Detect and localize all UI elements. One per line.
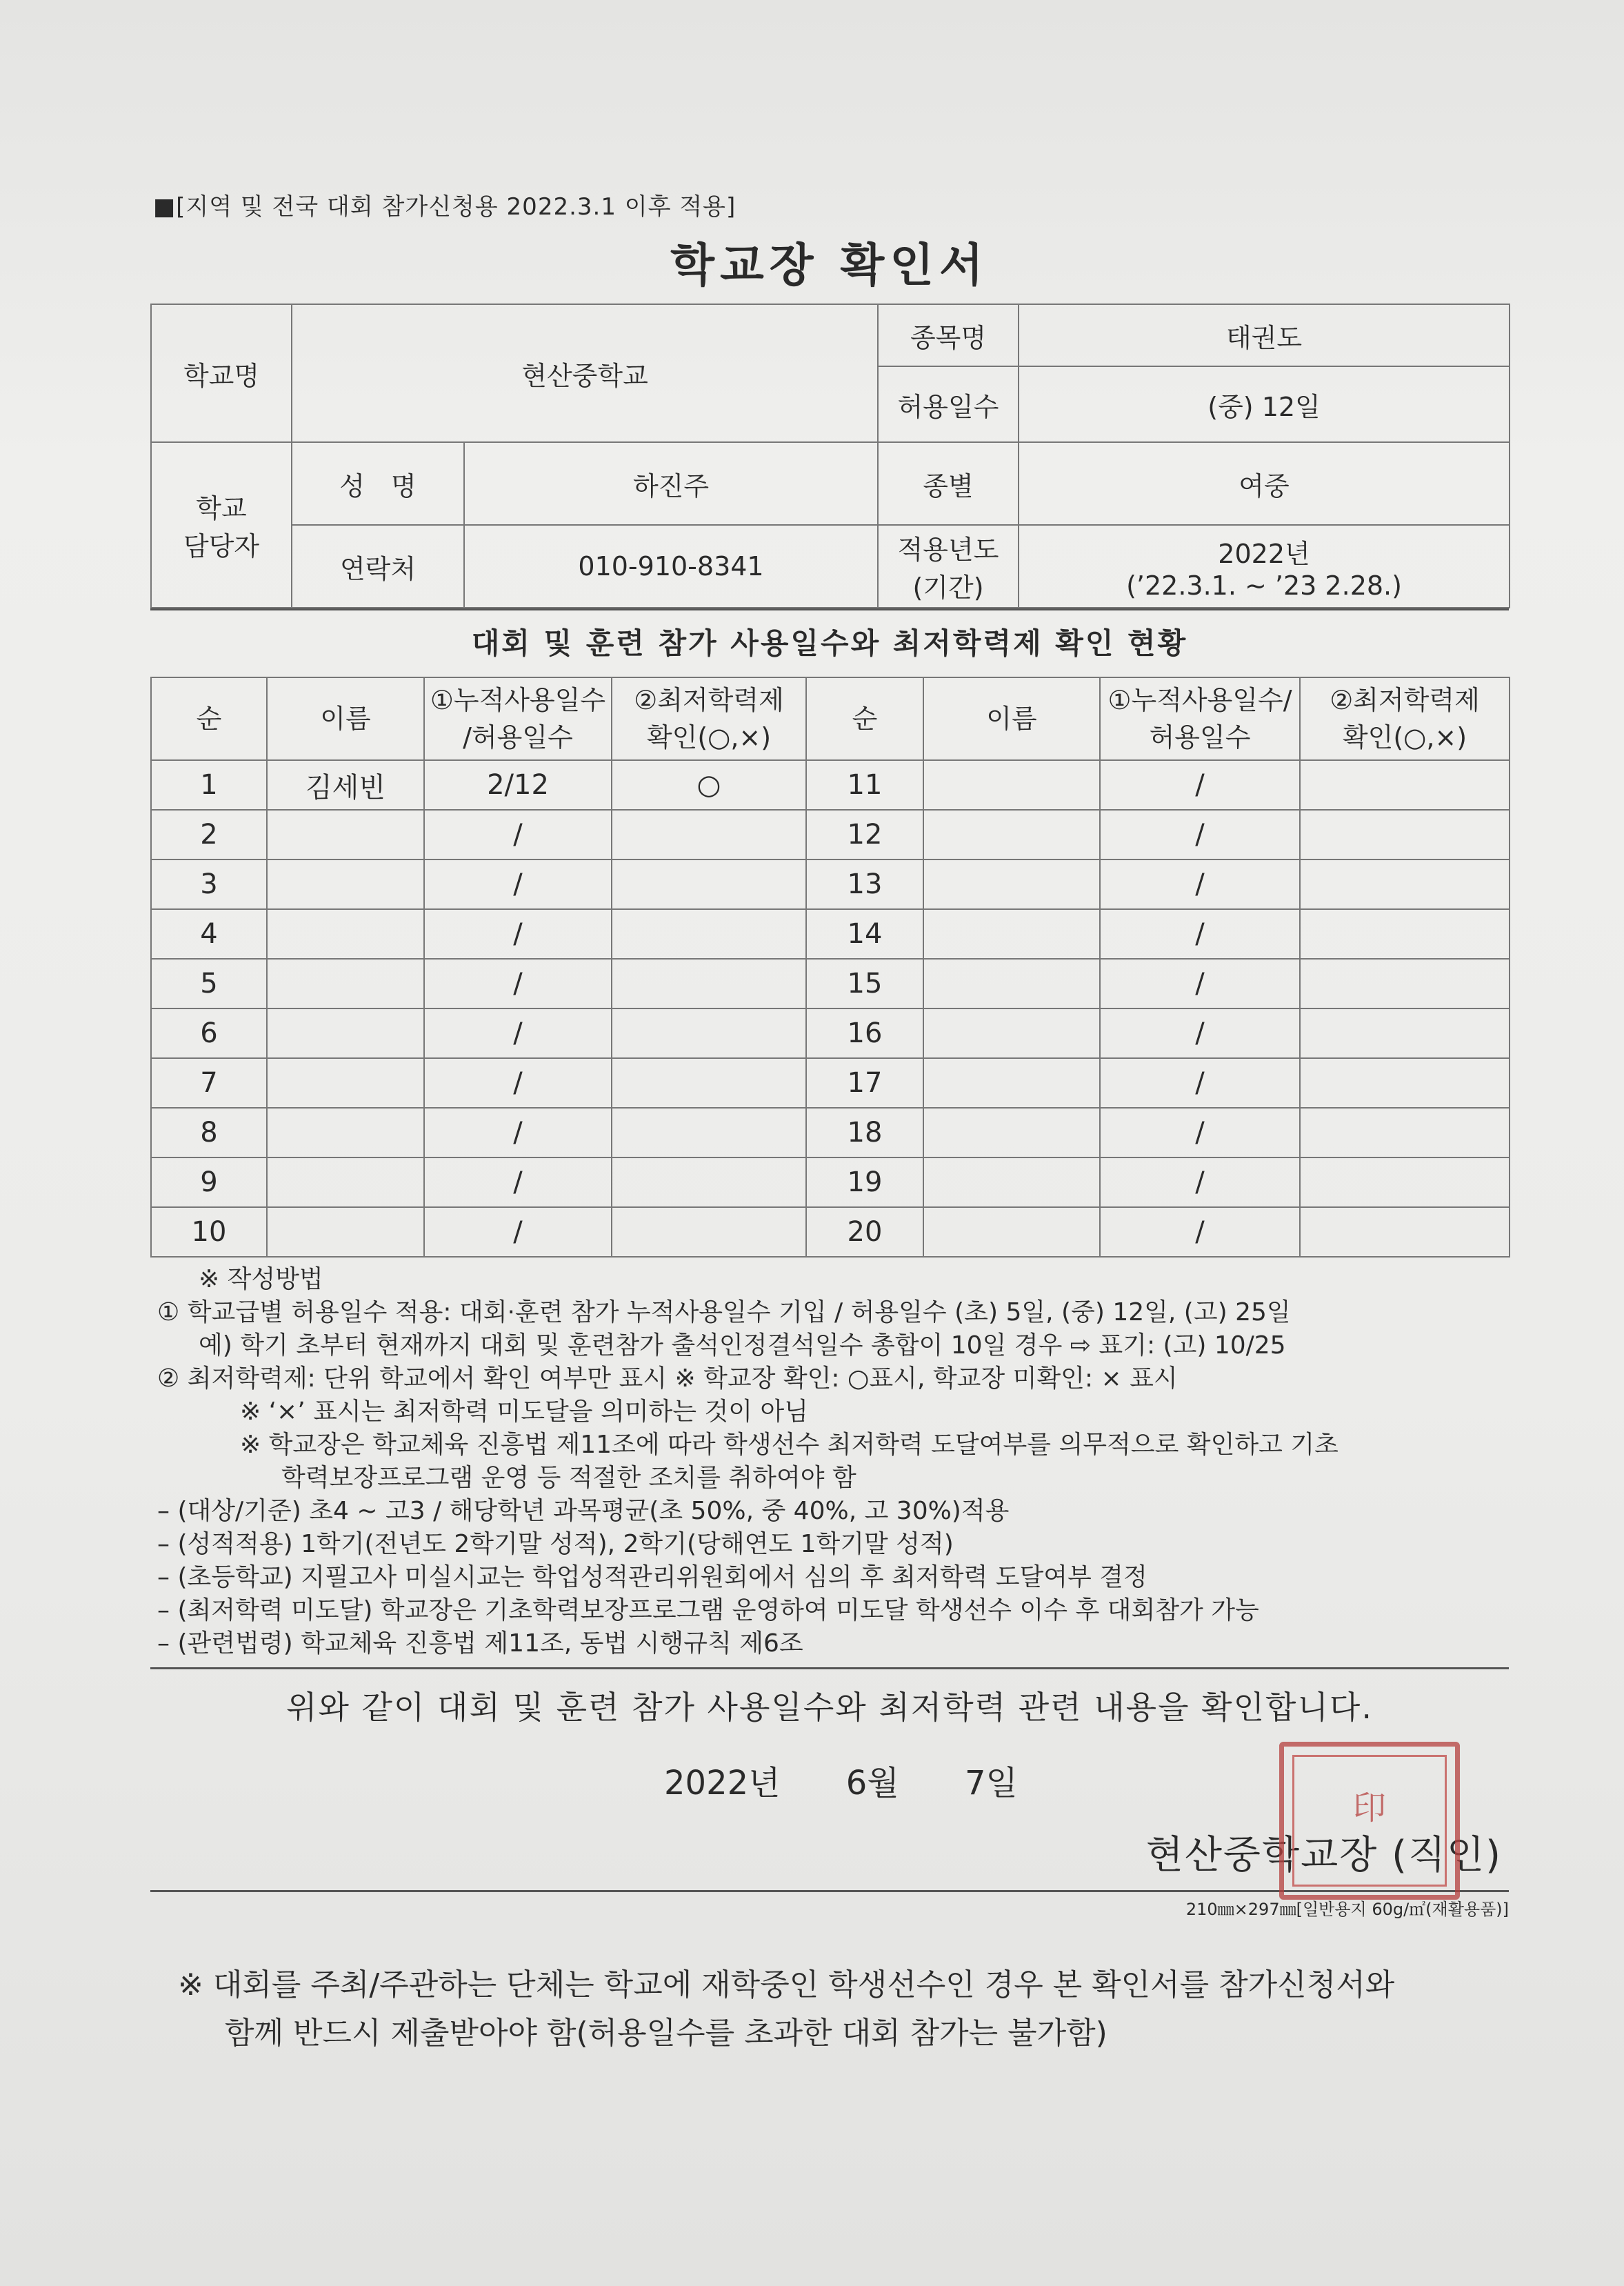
header-name-right: 이름 <box>923 677 1100 760</box>
row-days: / <box>424 810 612 859</box>
header-days-right-line2: 허용일수 <box>1149 722 1251 753</box>
header-check-line2: 확인(○,×) <box>646 722 772 753</box>
footer-line1: ※ 대회를 주최/주관하는 단체는 학교에 재학중인 학생선수인 경우 본 확인서를 참가신청서와 <box>178 1967 1395 2002</box>
date-year: 2022년 <box>664 1764 781 1802</box>
note-line: 학력보장프로그램 운영 등 적절한 조치를 취하여야 함 <box>281 1464 856 1492</box>
row-days: / <box>424 1008 612 1058</box>
row-days: / <box>424 859 612 909</box>
row-no: 4 <box>151 909 267 959</box>
row-name <box>267 1207 424 1257</box>
row-check <box>612 810 806 859</box>
row-check-right <box>1300 810 1510 859</box>
row-days-right: / <box>1100 1157 1300 1207</box>
row-days-right: / <box>1100 859 1300 909</box>
row-days-right: / <box>1100 1008 1300 1058</box>
note-line: – (최저학력 미도달) 학교장은 기초학력보장프로그램 운영하여 미도달 학생선수 이수 후 대회참가 가능 <box>157 1596 1259 1624</box>
table-row <box>151 1108 1510 1157</box>
date-day: 7일 <box>964 1764 1018 1802</box>
header-name: 이름 <box>267 677 424 760</box>
row-check-right <box>1300 1058 1510 1108</box>
name-value: 하진주 <box>464 442 878 525</box>
row-days: / <box>424 1207 612 1257</box>
note-line: – (초등학교) 지필고사 미실시교는 학업성적관리위원회에서 심의 후 최저학력 도달여부 결정 <box>157 1563 1147 1591</box>
allowed-days-value: (중) 12일 <box>1019 366 1510 442</box>
row-no: 8 <box>151 1108 267 1157</box>
row-no: 5 <box>151 959 267 1008</box>
table-row <box>151 1058 1510 1108</box>
category-value: 여중 <box>1019 442 1510 525</box>
page-title: 학교장 확인서 <box>670 239 989 292</box>
confirm-statement: 위와 같이 대회 및 훈련 참가 사용일수와 최저학력 관련 내용을 확인합니다. <box>150 1667 1509 1745</box>
row-days-right: / <box>1100 959 1300 1008</box>
table-row <box>151 859 1510 909</box>
row-name-right <box>923 1207 1100 1257</box>
row-name-right <box>923 859 1100 909</box>
row-no: 9 <box>151 1157 267 1207</box>
school-name: 현산중학교 <box>292 304 878 442</box>
usage-table-header <box>151 677 1510 760</box>
header-check-line1: ②최저학력제 <box>634 685 784 715</box>
note-line: ② 최저학력제: 단위 학교에서 확인 여부만 표시 ※ 학교장 확인: ○표시, 학교장 미확인: × 표시 <box>157 1364 1178 1393</box>
signer: 현산중학교장 (직인) <box>1145 1833 1502 1878</box>
table-row <box>151 810 1510 859</box>
row-check <box>612 1207 806 1257</box>
row-name <box>267 859 424 909</box>
row-days-right: / <box>1100 909 1300 959</box>
row-no: 7 <box>151 1058 267 1108</box>
note-line: ※ ‘×’ 표시는 최저학력 미도달을 의미하는 것이 아님 <box>240 1398 809 1426</box>
row-name <box>267 959 424 1008</box>
note-line: – (대상/기준) 초4 ~ 고3 / 해당학년 과목평균(초 50%, 중 40%, 고 30%)적용 <box>157 1497 1010 1525</box>
header-check-right-line2: 확인(○,×) <box>1342 722 1467 753</box>
row-no-right: 19 <box>806 1157 923 1207</box>
row-check <box>612 1008 806 1058</box>
row-no-right: 18 <box>806 1108 923 1157</box>
row-no-right: 11 <box>806 760 923 810</box>
table-row <box>151 760 1510 810</box>
table-row <box>151 1157 1510 1207</box>
year-label <box>878 525 1019 608</box>
notes <box>150 1263 1509 1660</box>
row-check <box>612 959 806 1008</box>
row-no-right: 17 <box>806 1058 923 1108</box>
note-line: – (관련법령) 학교체육 진흥법 제11조, 동법 시행규칙 제6조 <box>157 1629 803 1658</box>
year-label-line1: 적용년도 <box>897 535 999 565</box>
usage-table <box>150 677 1510 1258</box>
header-days-line1: ①누적사용일수 <box>430 685 606 715</box>
seal-glyph: 印 <box>1352 1789 1386 1827</box>
row-name-right <box>923 1157 1100 1207</box>
table-row <box>151 959 1510 1008</box>
manager-label <box>151 442 292 608</box>
row-check <box>612 1157 806 1207</box>
footer-line2: 함께 반드시 제출받아야 함(허용일수를 초과한 대회 참가는 불가함) <box>225 2016 1107 2051</box>
row-name <box>267 1157 424 1207</box>
row-no-right: 20 <box>806 1207 923 1257</box>
header-note: ■[지역 및 전국 대회 참가신청용 2022.3.1 이후 적용] <box>153 193 736 221</box>
row-no-right: 13 <box>806 859 923 909</box>
row-days-right: / <box>1100 810 1300 859</box>
row-name-right <box>923 810 1100 859</box>
header-check-right <box>1300 677 1510 760</box>
row-no-right: 15 <box>806 959 923 1008</box>
table-row <box>151 1008 1510 1058</box>
row-check-right <box>1300 959 1510 1008</box>
row-check <box>612 1108 806 1157</box>
row-check <box>612 909 806 959</box>
row-days-right: / <box>1100 1058 1300 1108</box>
row-check-right <box>1300 1008 1510 1058</box>
row-no: 6 <box>151 1008 267 1058</box>
header-days <box>424 677 612 760</box>
row-days: / <box>424 1058 612 1108</box>
row-no: 1 <box>151 760 267 810</box>
allowed-days-label: 허용일수 <box>878 366 1019 442</box>
row-days: / <box>424 1157 612 1207</box>
row-check-right <box>1300 1108 1510 1157</box>
row-days: / <box>424 909 612 959</box>
row-days-right: / <box>1100 1108 1300 1157</box>
table-row <box>151 909 1510 959</box>
contact-label: 연락처 <box>292 525 464 608</box>
row-name-right <box>923 1058 1100 1108</box>
paper-size: 210㎜×297㎜[일반용지 60g/㎡(재활용품)] <box>150 1890 1509 1934</box>
note-line: ① 학교급별 허용일수 적용: 대회·훈련 참가 누적사용일수 기입 / 허용일수 (초) 5일, (중) 12일, (고) 25일 <box>157 1298 1291 1326</box>
row-no: 10 <box>151 1207 267 1257</box>
year-value-line1: 2022년 <box>1218 538 1310 569</box>
note-line: 예) 학기 초부터 현재까지 대회 및 훈련참가 출석인정결석일수 총합이 10일 경우 ⇨ 표기: (고) 10/25 <box>199 1331 1286 1360</box>
header-days-line2: /허용일수 <box>463 722 573 753</box>
row-name: 김세빈 <box>267 760 424 810</box>
event-label: 종목명 <box>878 304 1019 366</box>
row-name <box>267 1108 424 1157</box>
contact-value: 010-910-8341 <box>464 525 878 608</box>
row-name <box>267 1058 424 1108</box>
official-seal <box>1279 1742 1460 1900</box>
section-title: 대회 및 훈련 참가 사용일수와 최저학력제 확인 현황 <box>150 608 1509 677</box>
header-check-right-line1: ②최저학력제 <box>1330 685 1480 715</box>
row-check-right <box>1300 859 1510 909</box>
header-days-right-line1: ①누적사용일수/ <box>1107 685 1292 715</box>
row-days: 2/12 <box>424 760 612 810</box>
row-name <box>267 810 424 859</box>
row-no: 2 <box>151 810 267 859</box>
row-check-right <box>1300 760 1510 810</box>
row-check <box>612 859 806 909</box>
row-name-right <box>923 760 1100 810</box>
header-days-right <box>1100 677 1300 760</box>
row-name-right <box>923 1108 1100 1157</box>
table-row <box>151 1207 1510 1257</box>
row-name <box>267 909 424 959</box>
row-days-right: / <box>1100 760 1300 810</box>
row-no-right: 12 <box>806 810 923 859</box>
row-name-right <box>923 959 1100 1008</box>
row-check <box>612 1058 806 1108</box>
header-no-right: 순 <box>806 677 923 760</box>
row-name-right <box>923 1008 1100 1058</box>
row-name-right <box>923 909 1100 959</box>
header-no: 순 <box>151 677 267 760</box>
row-check-right <box>1300 909 1510 959</box>
row-check-right <box>1300 1207 1510 1257</box>
year-value-line2: (’22.3.1. ~ ’23 2.28.) <box>1126 570 1402 601</box>
date-month: 6월 <box>845 1764 899 1802</box>
header-check <box>612 677 806 760</box>
category-label: 종별 <box>878 442 1019 525</box>
year-value <box>1019 525 1510 608</box>
name-label: 성 명 <box>292 442 464 525</box>
note-line: ※ 작성방법 <box>199 1265 323 1293</box>
row-days: / <box>424 1108 612 1157</box>
row-days: / <box>424 959 612 1008</box>
row-no-right: 14 <box>806 909 923 959</box>
school-label: 학교명 <box>151 304 292 442</box>
row-name <box>267 1008 424 1058</box>
row-no-right: 16 <box>806 1008 923 1058</box>
row-no: 3 <box>151 859 267 909</box>
footer-note <box>150 1961 1509 2058</box>
event-value: 태권도 <box>1019 304 1510 366</box>
year-label-line2: (기간) <box>912 573 984 603</box>
row-check-right <box>1300 1157 1510 1207</box>
info-table <box>150 304 1510 608</box>
note-line: ※ 학교장은 학교체육 진흥법 제11조에 따라 학생선수 최저학력 도달여부를 의무적으로 확인하고 기초 <box>240 1431 1339 1459</box>
row-days-right: / <box>1100 1207 1300 1257</box>
note-line: – (성적적용) 1학기(전년도 2학기말 성적), 2학기(당해연도 1학기말 성적) <box>157 1530 954 1558</box>
row-check: ○ <box>612 760 806 810</box>
manager-label-line2: 담당자 <box>183 531 260 561</box>
manager-label-line1: 학교 <box>196 493 247 524</box>
